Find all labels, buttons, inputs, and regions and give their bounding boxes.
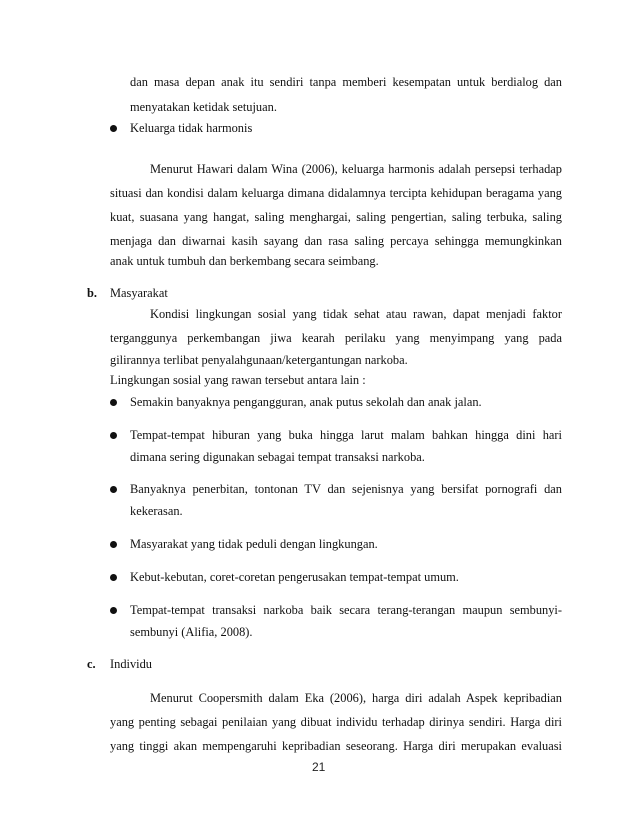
list-item-2-line-2: dimana sering digunakan sebagai tempat transaksi narkoba. (130, 450, 425, 464)
list-item-6-line-2: sembunyi (Alifia, 2008). (130, 625, 253, 639)
section-c-title: Individu (110, 657, 152, 671)
section-b-letter: b. (87, 286, 97, 300)
bullet-keluarga-text: Keluarga tidak harmonis (130, 121, 253, 135)
hawari-line-4: menjaga dan diwarnai kasih sayang dan rasa saling percaya sehingga memungkinkan (110, 234, 562, 248)
list-item-1-line-1: Semakin banyaknya pengangguran, anak putus sekolah dan anak jalan. (130, 395, 482, 409)
list-item-5-line-1: Kebut-kebutan, coret-coretan pengerusakan tempat-tempat umum. (130, 570, 459, 584)
bullet-icon (110, 607, 117, 614)
continuation-line-2: menyatakan ketidak setujuan. (130, 100, 277, 114)
section-b-intro: Lingkungan sosial yang rawan tersebut antara lain : (110, 373, 366, 387)
hawari-line-3: kuat, suasana yang hangat, saling menghargai, saling pengertian, saling terbuka, saling (110, 210, 562, 224)
hawari-line-5: anak untuk tumbuh dan berkembang secara seimbang. (110, 254, 379, 268)
list-item-3-line-2: kekerasan. (130, 504, 183, 518)
section-c-para-line-2: yang penting sebagai penilaian yang dibuat individu terhadap dirinya sendiri. Harga diri (110, 715, 562, 729)
bullet-icon (110, 399, 117, 406)
hawari-line-2: situasi dan kondisi dalam keluarga dimana didalamnya tercipta kehidupan beragama yang (110, 186, 562, 200)
list-item-3-line-1: Banyaknya penerbitan, tontonan TV dan sejenisnya yang bersifat pornografi dan (130, 482, 562, 496)
hawari-line-1: Menurut Hawari dalam Wina (2006), keluarga harmonis adalah persepsi terhadap (150, 162, 562, 176)
page-number: 21 (312, 760, 326, 774)
section-c-letter: c. (87, 657, 96, 671)
list-item-6-line-1: Tempat-tempat transaksi narkoba baik secara terang-terangan maupun sembunyi- (130, 603, 562, 617)
section-c-para-line-3: yang tinggi akan mempengaruhi kepribadian seseorang. Harga diri merupakan evaluasi (110, 739, 562, 753)
list-item-4-line-1: Masyarakat yang tidak peduli dengan lingkungan. (130, 537, 378, 551)
section-b-para-line-2: terganggunya perkembangan jiwa kearah perilaku yang menyimpang yang pada (110, 331, 562, 345)
bullet-icon (110, 574, 117, 581)
bullet-icon (110, 541, 117, 548)
bullet-icon (110, 125, 117, 132)
list-item-2-line-1: Tempat-tempat hiburan yang buka hingga larut malam bahkan hingga dini hari (130, 428, 562, 442)
section-b-para-line-3: gilirannya terlibat penyalahgunaan/ketergantungan narkoba. (110, 353, 408, 367)
continuation-line-1: dan masa depan anak itu sendiri tanpa memberi kesempatan untuk berdialog dan (130, 75, 562, 89)
section-b-para-line-1: Kondisi lingkungan sosial yang tidak sehat atau rawan, dapat menjadi faktor (150, 307, 562, 321)
section-c-para-line-1: Menurut Coopersmith dalam Eka (2006), harga diri adalah Aspek kepribadian (150, 691, 562, 705)
section-b-title: Masyarakat (110, 286, 168, 300)
bullet-icon (110, 432, 117, 439)
bullet-icon (110, 486, 117, 493)
